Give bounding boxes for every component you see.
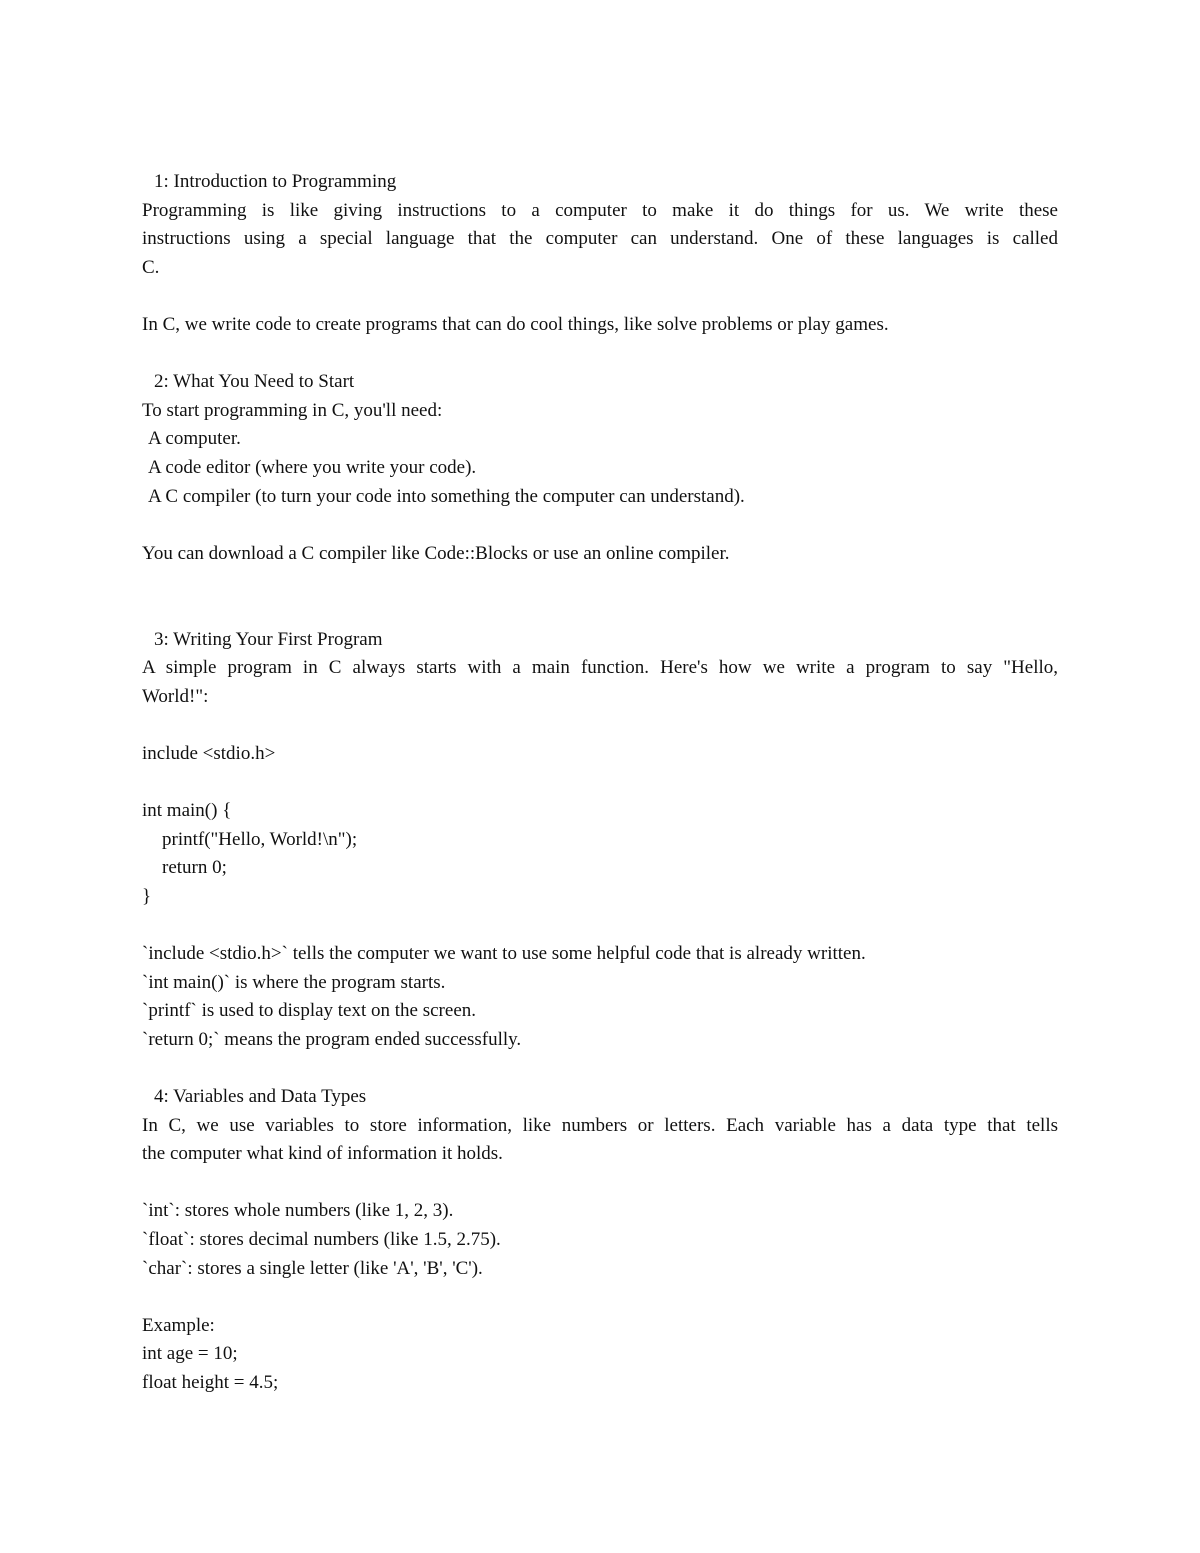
code-line: return 0; xyxy=(162,857,227,879)
example-label: Example: xyxy=(142,1314,215,1336)
spacer xyxy=(142,597,1058,626)
explanation-line: `return 0;` means the program ended successfully. xyxy=(142,1028,522,1050)
code-include-line: include <stdio.h> xyxy=(142,742,276,764)
spacer xyxy=(142,1283,1058,1312)
list-item: A computer. xyxy=(148,428,241,450)
section-1-paragraph-line: instructions using a special language that the computer can understand. One of these languages is called xyxy=(142,228,1058,250)
data-type-line: `float`: stores decimal numbers (like 1.5, 2.75). xyxy=(142,1228,501,1250)
list-item: A code editor (where you write your code). xyxy=(148,456,477,478)
example-code-line: float height = 4.5; xyxy=(142,1371,279,1393)
spacer xyxy=(142,1169,1058,1198)
section-1-paragraph-line: Programming is like giving instructions to a computer to make it do things for us. We write these xyxy=(142,199,1058,221)
spacer xyxy=(142,282,1058,311)
spacer xyxy=(142,1054,1058,1083)
section-1-heading: 1: Introduction to Programming xyxy=(154,171,397,192)
section-1-paragraph-line: C. xyxy=(142,256,160,278)
section-2-intro: To start programming in C, you'll need: xyxy=(142,399,443,421)
section-4-heading: 4: Variables and Data Types xyxy=(154,1086,367,1107)
spacer xyxy=(142,768,1058,797)
code-line: int main() { xyxy=(142,800,232,822)
example-code-line: int age = 10; xyxy=(142,1343,238,1365)
section-1-paragraph: In C, we write code to create programs that can do cool things, like solve problems or play games. xyxy=(142,313,889,335)
document-page xyxy=(142,168,1058,1398)
section-2-note: You can download a C compiler like Code::Blocks or use an online compiler. xyxy=(142,542,730,564)
spacer xyxy=(142,511,1058,540)
list-item: A C compiler (to turn your code into something the computer can understand). xyxy=(148,485,745,507)
spacer xyxy=(142,340,1058,369)
spacer xyxy=(142,568,1058,597)
section-2-heading: 2: What You Need to Start xyxy=(154,371,355,393)
data-type-line: `char`: stores a single letter (like 'A', 'B', 'C'). xyxy=(142,1257,483,1279)
explanation-line: `int main()` is where the program starts. xyxy=(142,971,446,993)
code-line: } xyxy=(142,885,152,907)
section-4-intro-line: the computer what kind of information it holds. xyxy=(142,1143,503,1165)
spacer xyxy=(142,711,1058,740)
section-4-intro-line: In C, we use variables to store information, like numbers or letters. Each variable has a data type that tells xyxy=(142,1114,1058,1136)
section-3-intro-line: World!": xyxy=(142,685,209,707)
section-3-heading: 3: Writing Your First Program xyxy=(154,628,383,650)
spacer xyxy=(142,911,1058,940)
explanation-line: `include <stdio.h>` tells the computer we want to use some helpful code that is already written. xyxy=(142,943,866,965)
explanation-line: `printf` is used to display text on the screen. xyxy=(142,1000,477,1022)
code-line: printf("Hello, World!\n"); xyxy=(162,828,358,850)
data-type-line: `int`: stores whole numbers (like 1, 2, 3). xyxy=(142,1200,454,1222)
section-3-intro-line: A simple program in C always starts with a main function. Here's how we write a program to say "Hello, xyxy=(142,657,1058,679)
